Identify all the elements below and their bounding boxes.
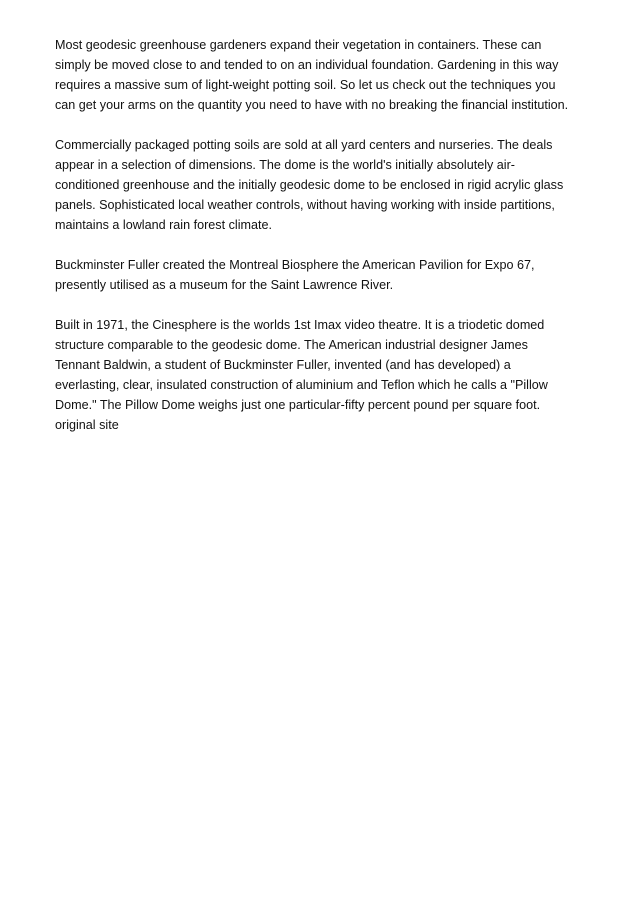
paragraph-1 <box>55 35 595 115</box>
original-site-link[interactable]: original site <box>55 418 119 432</box>
paragraph-line: everlasting, clear, insulated construction of aluminium and Teflon which he calls a "Pillow <box>55 378 548 392</box>
paragraph-line: panels. Sophisticated local weather controls, without having working with inside partitions, <box>55 198 555 212</box>
document-body <box>55 35 595 455</box>
paragraph-line: Commercially packaged potting soils are sold at all yard centers and nurseries. The deals <box>55 138 553 152</box>
paragraph-line: maintains a lowland rain forest climate. <box>55 218 272 232</box>
paragraph-line: Most geodesic greenhouse gardeners expand their vegetation in containers. These can <box>55 38 542 52</box>
paragraph-line: requires a massive sum of light-weight potting soil. So let us check out the techniques you <box>55 78 556 92</box>
paragraph-line: presently utilised as a museum for the Saint Lawrence River. <box>55 278 394 292</box>
paragraph-line: Tennant Baldwin, a student of Buckminster Fuller, invented (and has developed) a <box>55 358 511 372</box>
paragraph-3 <box>55 255 595 295</box>
paragraph-line: Buckminster Fuller created the Montreal Biosphere the American Pavilion for Expo 67, <box>55 258 535 272</box>
paragraph-4 <box>55 315 595 435</box>
paragraph-line: conditioned greenhouse and the initially geodesic dome to be enclosed in rigid acrylic glass <box>55 178 564 192</box>
paragraph-line: appear in a selection of dimensions. The dome is the world's initially absolutely air- <box>55 158 515 172</box>
paragraph-line: can get your arms on the quantity you need to have with no breaking the financial institution. <box>55 98 569 112</box>
paragraph-line: structure comparable to the geodesic dome. The American industrial designer James <box>55 338 528 352</box>
paragraph-2 <box>55 135 595 235</box>
paragraph-line: simply be moved close to and tended to on an individual foundation. Gardening in this way <box>55 58 559 72</box>
paragraph-line: Dome." The Pillow Dome weighs just one particular-fifty percent pound per square foot. <box>55 398 541 412</box>
paragraph-line: Built in 1971, the Cinesphere is the worlds 1st Imax video theatre. It is a triodetic domed <box>55 318 545 332</box>
